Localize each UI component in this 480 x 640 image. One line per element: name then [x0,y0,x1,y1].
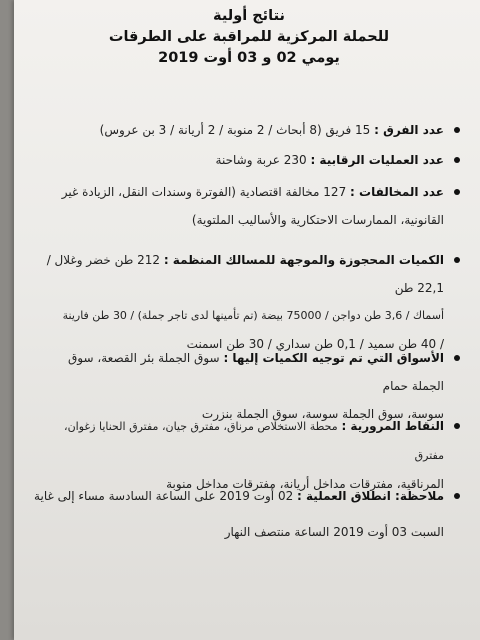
item-key: عدد الفرق : [374,123,444,137]
item-line: 02 أوت 2019 على الساعة السادسة مساء إلى غاية [34,489,294,503]
header-line-3: يومي 02 و 03 أوت 2019 [158,50,340,66]
bullet-icon [454,423,460,429]
item-key: عدد العمليات الرقابية : [310,153,444,167]
bullet-icon [454,189,460,195]
item-line: سوق الجملة بئر القصعة، سوق الجملة حمام [67,351,444,393]
item-key: الكميات المحجوزة والموجهة للمسالك المنظمة : [163,253,444,267]
bullet-icon [454,157,460,163]
item-key: الأسواق التي تم توجيه الكميات إليها : [223,351,444,365]
item-line: المرناقية، مفترقات مداخل أريانة، مفترقات مداخل منوبة [166,477,444,491]
header-line-2: للحملة المركزية للمراقبة على الطرقات [108,29,390,45]
item-line: / 40 طن سميد / 0,1 طن سداري / 30 طن اسمنت [186,337,444,351]
item-operations [34,146,444,174]
item-line: أسماك / 3,6 طن دواجن / 75000 بيضة (تم تأمينها لدى تاجر جملة) / 30 طن فارينة [62,309,444,322]
document-header [14,6,480,69]
bullet-icon [454,493,460,499]
item-line: القانونية، الممارسات الاحتكارية والأساليب الملتوية) [191,213,444,227]
item-key: ملاحظة: انطلاق العملية : [297,489,444,503]
header-line-1: نتائج أولية [213,8,285,24]
bullet-icon [454,257,460,263]
document-page [14,0,480,640]
item-key: عدد المخالفات : [350,185,444,199]
item-line: سوسة، سوق الجملة سوسة، سوق الجملة بنزرت [201,407,444,421]
item-line: 127 مخالفة اقتصادية (الفوترة وسندات النقل، الزيادة غير [61,185,347,199]
item-note [34,482,444,546]
item-key: النقاط المرورية : [341,419,444,433]
bullet-icon [454,127,460,133]
bullet-icon [454,355,460,361]
item-line: 15 فريق (8 أبحاث / 2 منوبة / 2 أريانة / 3 بن عروس) [99,123,371,137]
item-quantities [34,246,444,358]
item-line: 212 طن خضر وغلال / 22,1 طن [46,253,444,295]
item-teams [34,116,444,144]
item-line: محطة الاستخلاص مرناق، مفترق جيان، مفترق الحنايا زغوان، مفترق [64,420,444,462]
item-line: السبت 03 أوت 2019 الساعة منتصف النهار [224,525,444,539]
item-line: 230 عربة وشاحنة [215,153,307,167]
item-violations [34,178,444,234]
